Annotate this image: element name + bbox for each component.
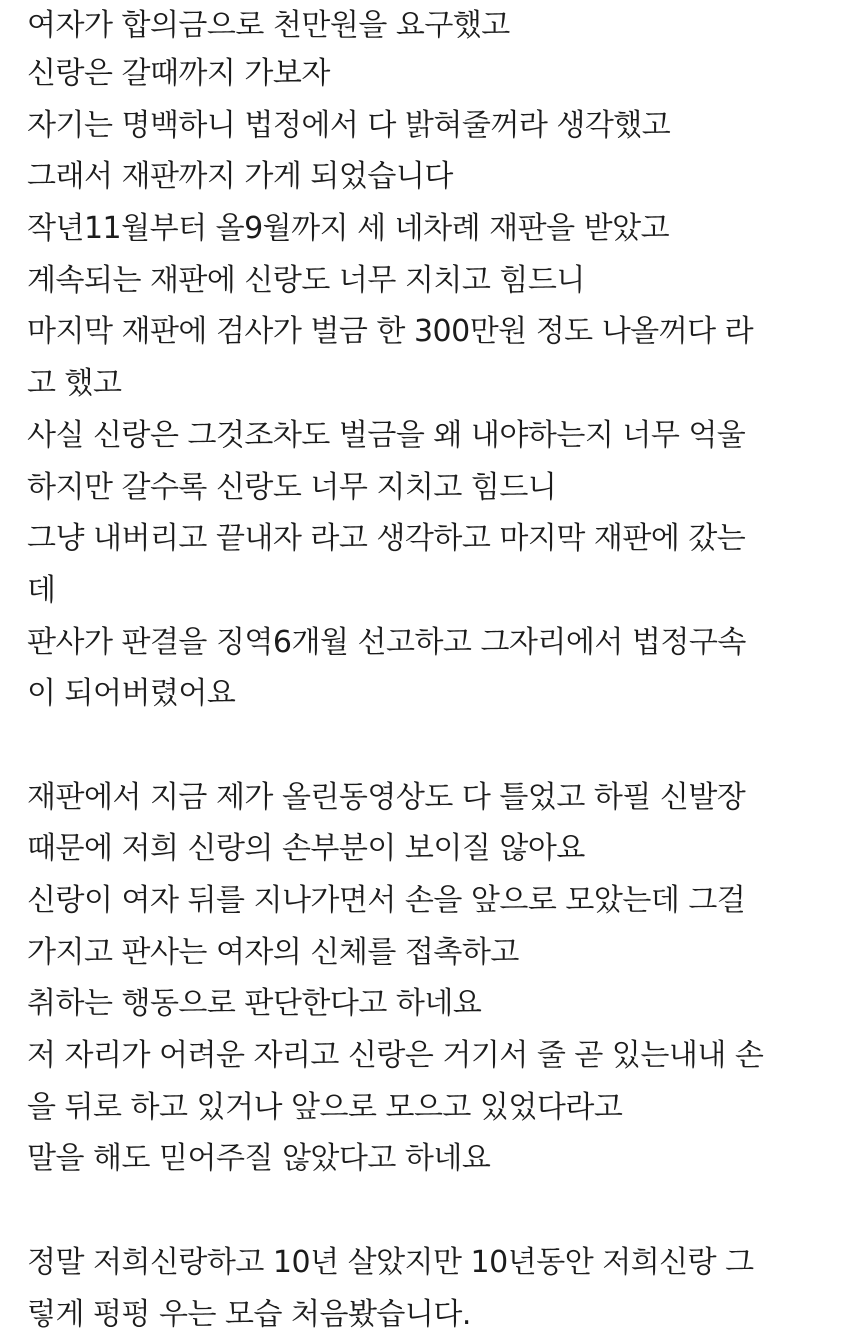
paragraph-1 <box>27 0 842 720</box>
text-line: 정말 저희신랑하고 10년 살았지만 10년동안 저희신랑 그 <box>27 1237 842 1289</box>
text-line: 고 했고 <box>27 358 842 410</box>
text-line: 가지고 판사는 여자의 신체를 접촉하고 <box>27 927 842 979</box>
paragraph-break <box>27 720 842 772</box>
text-line: 데 <box>27 565 842 617</box>
text-line: 사실 신랑은 그것조차도 벌금을 왜 내야하는지 너무 억울 <box>27 410 842 462</box>
text-line: 신랑이 여자 뒤를 지나가면서 손을 앞으로 모았는데 그걸 <box>27 875 842 927</box>
paragraph-2 <box>27 772 842 1186</box>
text-line: 그냥 내버리고 끝내자 라고 생각하고 마지막 재판에 갔는 <box>27 513 842 565</box>
text-line: 신랑은 갈때까지 가보자 <box>27 48 842 100</box>
text-line: 계속되는 재판에 신랑도 너무 지치고 힘드니 <box>27 255 842 307</box>
paragraph-break <box>27 1185 842 1237</box>
paragraph-3 <box>27 1237 842 1340</box>
text-line: 마지막 재판에 검사가 벌금 한 300만원 정도 나올꺼다 라 <box>27 306 842 358</box>
text-line: 작년11월부터 올9월까지 세 네차례 재판을 받았고 <box>27 203 842 255</box>
text-line: 여자가 합의금으로 천만원을 요구했고 <box>27 0 842 48</box>
text-line: 자기는 명백하니 법정에서 다 밝혀줄꺼라 생각했고 <box>27 100 842 152</box>
text-line: 말을 해도 믿어주질 않았다고 하네요 <box>27 1133 842 1185</box>
post-body <box>27 0 842 1340</box>
text-line: 저 자리가 어려운 자리고 신랑은 거기서 줄 곧 있는내내 손 <box>27 1030 842 1082</box>
text-line: 하지만 갈수록 신랑도 너무 지치고 힘드니 <box>27 462 842 514</box>
text-line: 판사가 판결을 징역6개월 선고하고 그자리에서 법정구속 <box>27 617 842 669</box>
text-line: 이 되어버렸어요 <box>27 668 842 720</box>
text-line: 렇게 펑펑 우는 모습 처음봤습니다. <box>27 1289 842 1340</box>
text-line: 그래서 재판까지 가게 되었습니다 <box>27 151 842 203</box>
text-line: 때문에 저희 신랑의 손부분이 보이질 않아요 <box>27 823 842 875</box>
text-line: 을 뒤로 하고 있거나 앞으로 모으고 있었다라고 <box>27 1082 842 1134</box>
text-line: 재판에서 지금 제가 올린동영상도 다 틀었고 하필 신발장 <box>27 772 842 824</box>
text-line: 취하는 행동으로 판단한다고 하네요 <box>27 978 842 1030</box>
